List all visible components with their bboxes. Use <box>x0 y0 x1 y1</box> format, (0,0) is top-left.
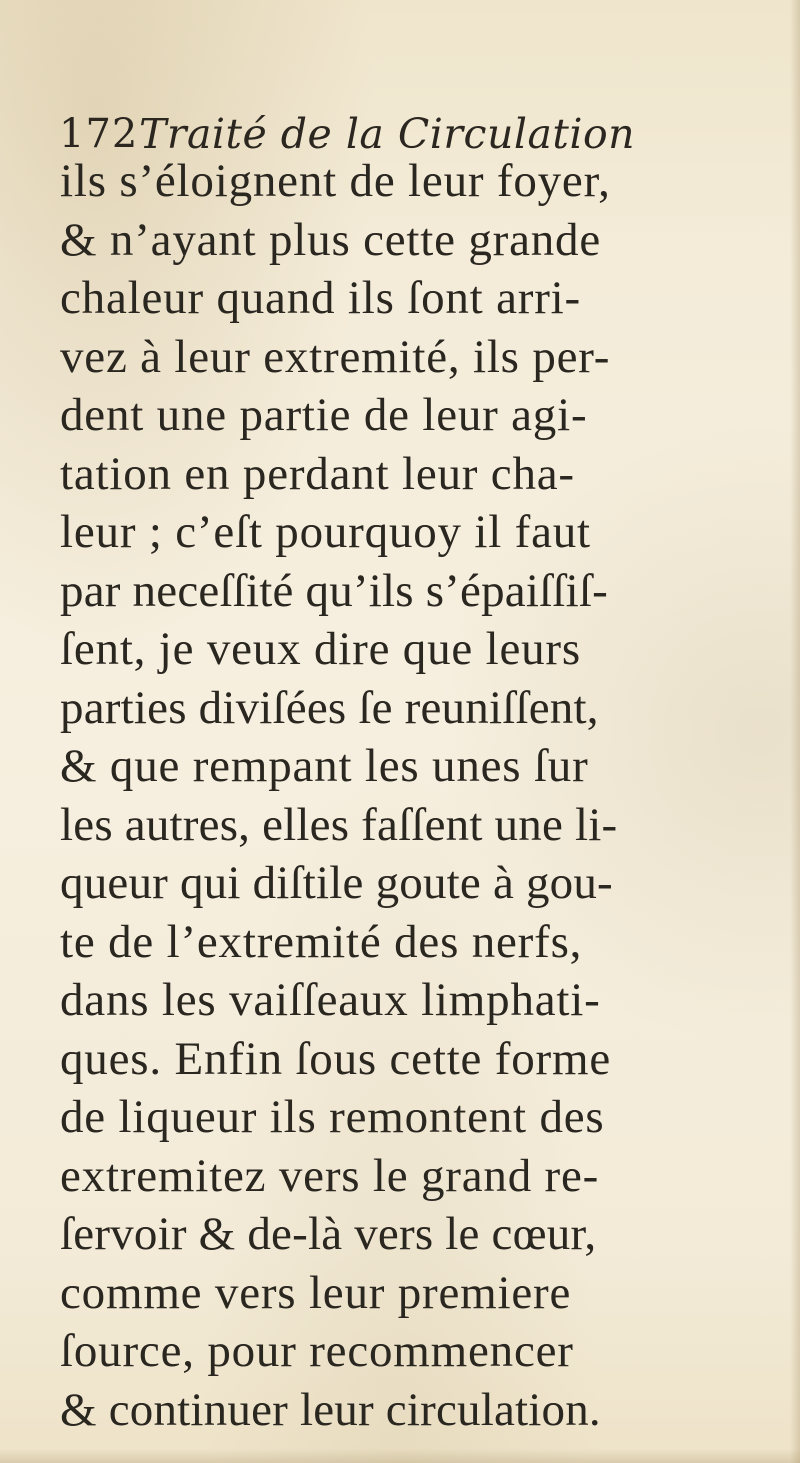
text-line: comme vers leur premiere <box>60 1266 572 1319</box>
text-line: ſource, pour recommencer <box>60 1325 574 1377</box>
text-line: te de l’extremité des nerfs, <box>60 915 583 968</box>
text-line: chaleur quand ils ſont arri- <box>60 272 581 324</box>
text-line: & n’ayant plus cette grande <box>60 213 602 266</box>
text-line: dans les vaiſſeaux limphati- <box>60 974 601 1026</box>
text-line: & que rempant les unes ſur <box>60 740 589 792</box>
text-line: de liqueur ils remontent des <box>60 1091 605 1143</box>
text-line: tation en perdant leur cha- <box>60 447 575 500</box>
text-line: les autres, elles faſſent une li- <box>60 798 618 851</box>
text-line: dent une partie de leur agi- <box>60 389 588 441</box>
running-title: Traité de la Circulation <box>139 110 636 158</box>
body-text <box>60 152 780 1439</box>
text-line: parties diviſées ſe reuniſſent, <box>60 681 599 734</box>
text-line: ques. Enfin ſous cette forme <box>60 1032 611 1085</box>
text-line: ils s’éloignent de leur foyer, <box>60 155 611 207</box>
text-line: extremitez vers le grand re- <box>60 1149 600 1202</box>
page-number: 172 <box>59 111 139 157</box>
text-line: ſervoir & de-là vers le cœur, <box>60 1208 597 1260</box>
page-bottom-shadow <box>0 1449 800 1463</box>
page-edge-shadow <box>790 0 800 1463</box>
text-line: & continuer leur circulation. <box>60 1383 601 1436</box>
text-line: ſent, je veux dire que leurs <box>60 623 581 675</box>
text-line: vez à leur extremité, ils per- <box>60 330 611 383</box>
text-line: queur qui diſtile goute à gou- <box>60 857 613 909</box>
text-line: leur ; c’eſt pourquoy il faut <box>60 506 591 558</box>
text-line: par neceſſité qu’ils s’épaiſſiſ- <box>60 564 609 617</box>
